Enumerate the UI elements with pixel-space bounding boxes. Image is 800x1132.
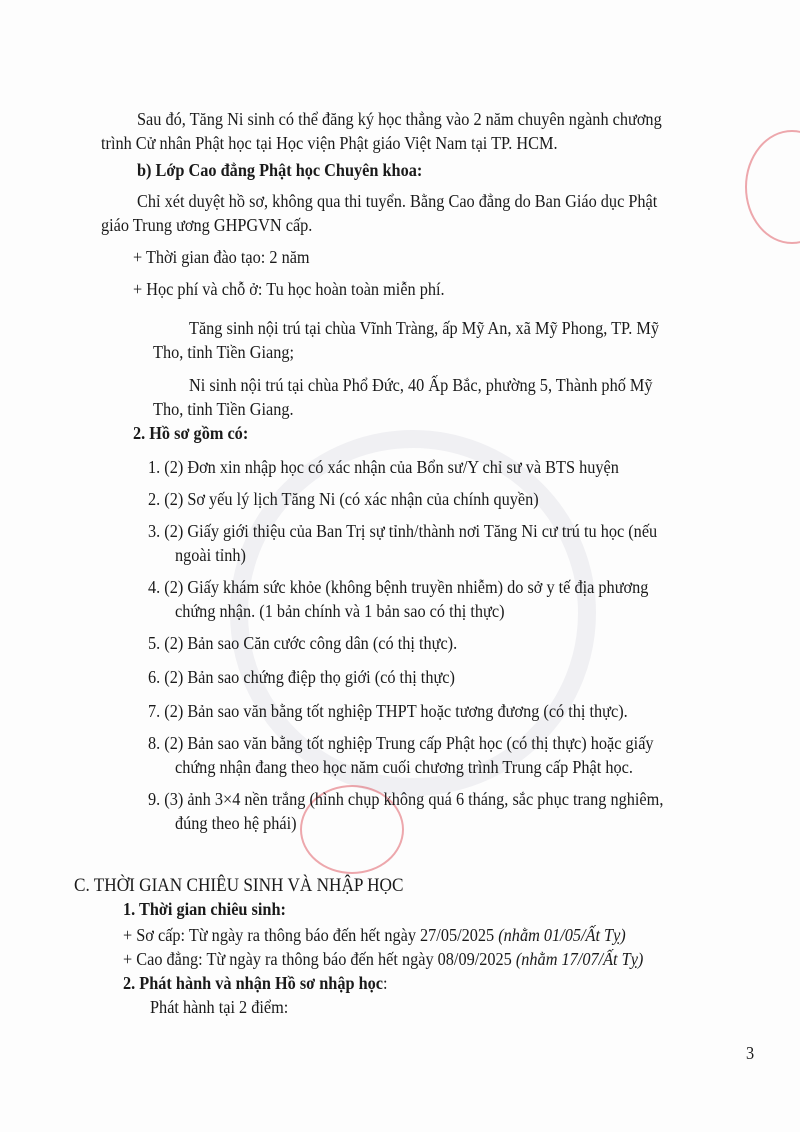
lunar-date: (nhằm 01/05/Ất Tỵ) (498, 925, 626, 945)
paragraph: giáo Trung ương GHPGVN cấp. (101, 215, 313, 235)
subheading: 1. Thời gian chiêu sinh: (123, 899, 286, 919)
paragraph: Phát hành tại 2 điểm: (150, 997, 289, 1017)
paragraph: trình Cử nhân Phật học tại Học viện Phật giáo Việt Nam tại TP. HCM. (101, 133, 558, 153)
text: + Sơ cấp: Từ ngày ra thông báo đến hết ngày 27/05/2025 (123, 925, 495, 945)
list-item: 5. (2) Bản sao Căn cước công dân (có thị thực). (148, 633, 458, 653)
paragraph: Sau đó, Tăng Ni sinh có thể đăng ký học thẳng vào 2 năm chuyên ngành chương (137, 109, 662, 129)
list-item: 1. (2) Đơn xin nhập học có xác nhận của Bổn sư/Y chỉ sư và BTS huyện (148, 457, 619, 477)
paragraph: Tho, tỉnh Tiền Giang; (153, 342, 295, 362)
text: + Cao đẳng: Từ ngày ra thông báo đến hết ngày 08/09/2025 (123, 949, 512, 969)
list-item: 7. (2) Bản sao văn bằng tốt nghiệp THPT hoặc tương đương (có thị thực). (148, 701, 628, 721)
paragraph (123, 949, 643, 969)
list-item: 3. (2) Giấy giới thiệu của Ban Trị sự tỉnh/thành nơi Tăng Ni cư trú tu học (nếu (148, 521, 658, 541)
section-heading-c: C. THỜI GIAN CHIÊU SINH VÀ NHẬP HỌC (74, 876, 404, 896)
lunar-date: (nhằm 17/07/Ất Tỵ) (515, 949, 644, 969)
subheading (123, 973, 388, 993)
paragraph: Ni sinh nội trú tại chùa Phổ Đức, 40 Ấp Bắc, phường 5, Thành phố Mỹ (189, 375, 653, 395)
text: 2. Phát hành và nhận Hồ sơ nhập học (123, 973, 384, 993)
paragraph: Tăng sinh nội trú tại chùa Vĩnh Tràng, ấp Mỹ An, xã Mỹ Phong, TP. Mỹ (189, 318, 660, 338)
list-item: chứng nhận đang theo học năm cuối chương trình Trung cấp Phật học. (175, 757, 633, 777)
section-heading: 2. Hồ sơ gồm có: (133, 423, 249, 443)
list-item: chứng nhận. (1 bản chính và 1 bản sao có thị thực) (175, 601, 505, 621)
section-heading: b) Lớp Cao đẳng Phật học Chuyên khoa: (137, 160, 423, 180)
list-item: đúng theo hệ phái) (175, 813, 297, 833)
list-item: 4. (2) Giấy khám sức khỏe (không bệnh truyền nhiễm) do sở y tế địa phương (148, 577, 649, 597)
list-item: 6. (2) Bản sao chứng điệp thọ giới (có thị thực) (148, 667, 455, 687)
red-stamp-right (745, 130, 800, 244)
paragraph: Tho, tỉnh Tiền Giang. (153, 399, 294, 419)
paragraph: Chỉ xét duyệt hồ sơ, không qua thi tuyển. Bằng Cao đẳng do Ban Giáo dục Phật (137, 191, 658, 211)
colon: : (383, 973, 388, 993)
paragraph: + Học phí và chỗ ở: Tu học hoàn toàn miễn phí. (133, 279, 445, 299)
list-item: ngoài tỉnh) (175, 545, 246, 565)
paragraph: + Thời gian đào tạo: 2 năm (133, 247, 310, 267)
list-item: 9. (3) ảnh 3×4 nền trắng (hình chụp không quá 6 tháng, sắc phục trang nghiêm, (148, 789, 664, 809)
list-item: 2. (2) Sơ yếu lý lịch Tăng Ni (có xác nhận của chính quyền) (148, 489, 539, 509)
list-item: 8. (2) Bản sao văn bằng tốt nghiệp Trung cấp Phật học (có thị thực) hoặc giấy (148, 733, 654, 753)
paragraph (123, 925, 626, 945)
page-number: 3 (746, 1043, 755, 1063)
